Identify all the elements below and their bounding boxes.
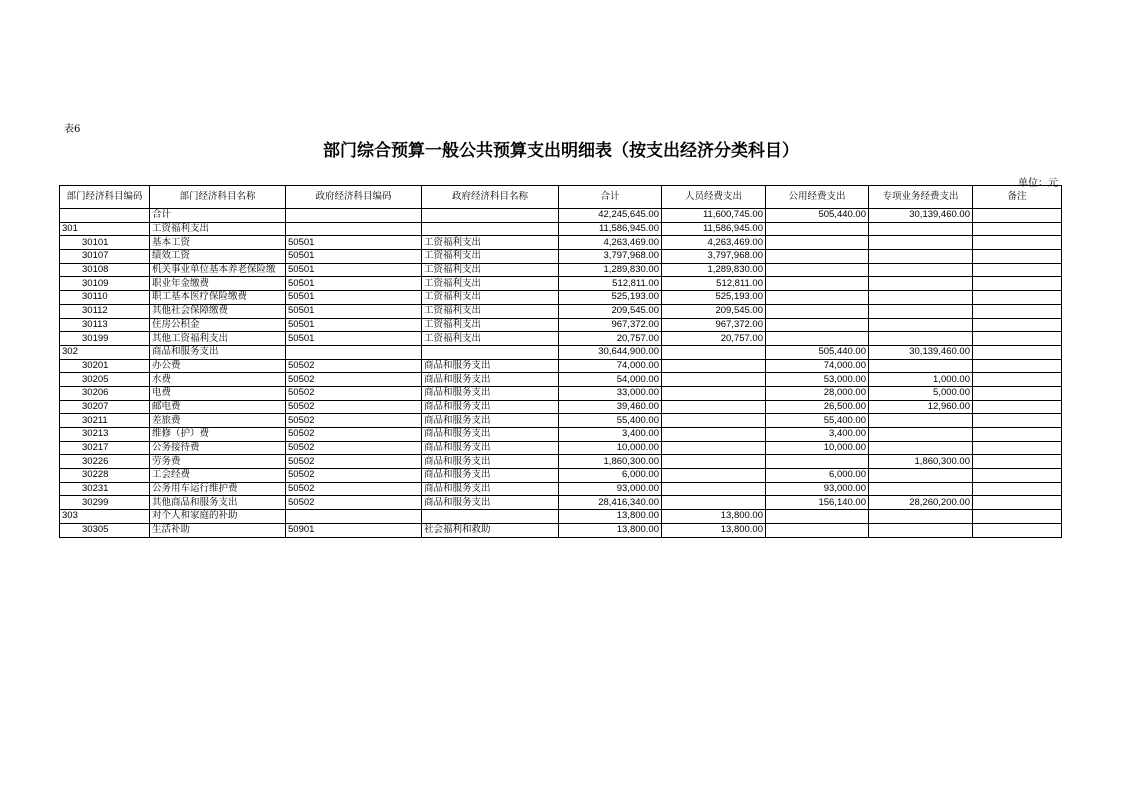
gov-code-cell: 50502 [286, 373, 422, 387]
table-number-label: 表6 [64, 124, 81, 135]
public-cell: 6,000.00 [766, 469, 869, 483]
note-cell [973, 291, 1062, 305]
dept-code-cell: 30226 [60, 455, 150, 469]
gov-code-cell: 50502 [286, 400, 422, 414]
note-cell [973, 469, 1062, 483]
gov-code-cell [286, 345, 422, 359]
dept-code-cell: 30109 [60, 277, 150, 291]
column-header: 政府经济科目名称 [422, 186, 559, 209]
table-row [60, 441, 1062, 455]
dept-name-cell: 生活补助 [150, 523, 286, 537]
dept-name-cell: 邮电费 [150, 400, 286, 414]
total-cell: 54,000.00 [559, 373, 662, 387]
dept-name-cell: 职工基本医疗保险缴费 [150, 291, 286, 305]
dept-name-cell: 住房公积金 [150, 318, 286, 332]
special-cell [869, 236, 973, 250]
dept-name-cell: 维修（护）费 [150, 428, 286, 442]
personnel-cell: 11,586,945.00 [662, 222, 766, 236]
special-cell [869, 414, 973, 428]
gov-code-cell: 50502 [286, 414, 422, 428]
column-header: 专项业务经费支出 [869, 186, 973, 209]
gov-name-cell: 商品和服务支出 [422, 359, 559, 373]
total-cell: 13,800.00 [559, 510, 662, 524]
special-cell: 1,860,300.00 [869, 455, 973, 469]
gov-code-cell: 50502 [286, 482, 422, 496]
gov-code-cell [286, 510, 422, 524]
note-cell [973, 428, 1062, 442]
dept-name-cell: 差旅费 [150, 414, 286, 428]
table-row [60, 414, 1062, 428]
total-cell: 1,860,300.00 [559, 455, 662, 469]
public-cell [766, 250, 869, 264]
public-cell [766, 236, 869, 250]
special-cell: 28,260,200.00 [869, 496, 973, 510]
total-cell: 3,400.00 [559, 428, 662, 442]
column-header: 政府经济科目编码 [286, 186, 422, 209]
gov-code-cell: 50501 [286, 304, 422, 318]
public-cell: 28,000.00 [766, 386, 869, 400]
table-row [60, 482, 1062, 496]
gov-code-cell: 50502 [286, 428, 422, 442]
personnel-cell: 13,800.00 [662, 523, 766, 537]
special-cell [869, 332, 973, 346]
column-header: 公用经费支出 [766, 186, 869, 209]
gov-name-cell: 商品和服务支出 [422, 400, 559, 414]
special-cell [869, 250, 973, 264]
column-header: 合计 [559, 186, 662, 209]
dept-code-cell: 30108 [60, 263, 150, 277]
personnel-cell [662, 414, 766, 428]
gov-code-cell: 50501 [286, 318, 422, 332]
page-title: 部门综合预算一般公共预算支出明细表（按支出经济分类科目） [323, 141, 799, 161]
public-cell [766, 332, 869, 346]
table-row [60, 386, 1062, 400]
dept-code-cell: 30228 [60, 469, 150, 483]
public-cell [766, 222, 869, 236]
note-cell [973, 345, 1062, 359]
note-cell [973, 482, 1062, 496]
dept-name-cell: 公务用车运行维护费 [150, 482, 286, 496]
personnel-cell [662, 482, 766, 496]
public-cell: 53,000.00 [766, 373, 869, 387]
gov-name-cell: 工资福利支出 [422, 263, 559, 277]
column-header: 人员经费支出 [662, 186, 766, 209]
personnel-cell [662, 386, 766, 400]
table-row [60, 222, 1062, 236]
dept-name-cell: 合计 [150, 209, 286, 223]
gov-name-cell: 工资福利支出 [422, 277, 559, 291]
dept-name-cell: 基本工资 [150, 236, 286, 250]
note-cell [973, 414, 1062, 428]
table-row [60, 373, 1062, 387]
dept-code-cell: 301 [60, 222, 150, 236]
dept-code-cell: 30201 [60, 359, 150, 373]
dept-code-cell: 30211 [60, 414, 150, 428]
dept-name-cell: 劳务费 [150, 455, 286, 469]
personnel-cell [662, 455, 766, 469]
special-cell: 1,000.00 [869, 373, 973, 387]
note-cell [973, 359, 1062, 373]
public-cell [766, 510, 869, 524]
column-header: 备注 [973, 186, 1062, 209]
gov-code-cell: 50501 [286, 250, 422, 264]
note-cell [973, 496, 1062, 510]
gov-name-cell: 社会福利和救助 [422, 523, 559, 537]
total-cell: 74,000.00 [559, 359, 662, 373]
public-cell [766, 291, 869, 305]
special-cell [869, 277, 973, 291]
special-cell [869, 222, 973, 236]
dept-code-cell: 30107 [60, 250, 150, 264]
gov-name-cell: 商品和服务支出 [422, 496, 559, 510]
total-cell: 209,545.00 [559, 304, 662, 318]
column-header: 部门经济科目编码 [60, 186, 150, 209]
dept-name-cell: 对个人和家庭的补助 [150, 510, 286, 524]
total-cell: 6,000.00 [559, 469, 662, 483]
gov-name-cell: 商品和服务支出 [422, 428, 559, 442]
note-cell [973, 209, 1062, 223]
dept-name-cell: 绩效工资 [150, 250, 286, 264]
personnel-cell [662, 359, 766, 373]
gov-name-cell: 商品和服务支出 [422, 455, 559, 469]
personnel-cell [662, 400, 766, 414]
gov-code-cell: 50501 [286, 263, 422, 277]
personnel-cell: 3,797,968.00 [662, 250, 766, 264]
public-cell [766, 455, 869, 469]
gov-name-cell: 工资福利支出 [422, 291, 559, 305]
dept-code-cell: 30231 [60, 482, 150, 496]
dept-name-cell: 电费 [150, 386, 286, 400]
note-cell [973, 318, 1062, 332]
dept-name-cell: 公务接待费 [150, 441, 286, 455]
gov-code-cell: 50501 [286, 277, 422, 291]
note-cell [973, 523, 1062, 537]
personnel-cell: 525,193.00 [662, 291, 766, 305]
table-body [60, 209, 1062, 538]
table-row [60, 263, 1062, 277]
expenditure-detail-table [59, 185, 1062, 538]
total-cell: 512,811.00 [559, 277, 662, 291]
gov-code-cell: 50501 [286, 236, 422, 250]
gov-name-cell [422, 345, 559, 359]
personnel-cell [662, 428, 766, 442]
public-cell [766, 304, 869, 318]
gov-name-cell [422, 510, 559, 524]
public-cell: 10,000.00 [766, 441, 869, 455]
dept-name-cell: 商品和服务支出 [150, 345, 286, 359]
personnel-cell: 4,263,469.00 [662, 236, 766, 250]
special-cell [869, 441, 973, 455]
column-header: 部门经济科目名称 [150, 186, 286, 209]
total-cell: 4,263,469.00 [559, 236, 662, 250]
dept-code-cell: 30206 [60, 386, 150, 400]
total-cell: 11,586,945.00 [559, 222, 662, 236]
total-cell: 93,000.00 [559, 482, 662, 496]
dept-code-cell: 30299 [60, 496, 150, 510]
gov-name-cell: 工资福利支出 [422, 236, 559, 250]
dept-name-cell: 工会经费 [150, 469, 286, 483]
special-cell [869, 304, 973, 318]
table-row [60, 291, 1062, 305]
note-cell [973, 332, 1062, 346]
note-cell [973, 455, 1062, 469]
note-cell [973, 236, 1062, 250]
dept-code-cell: 30213 [60, 428, 150, 442]
public-cell: 156,140.00 [766, 496, 869, 510]
note-cell [973, 441, 1062, 455]
gov-code-cell: 50502 [286, 359, 422, 373]
special-cell [869, 291, 973, 305]
table-row [60, 250, 1062, 264]
gov-code-cell: 50502 [286, 386, 422, 400]
table-row [60, 236, 1062, 250]
personnel-cell: 20,757.00 [662, 332, 766, 346]
dept-code-cell: 30217 [60, 441, 150, 455]
gov-code-cell: 50502 [286, 469, 422, 483]
dept-name-cell: 工资福利支出 [150, 222, 286, 236]
special-cell [869, 359, 973, 373]
public-cell: 3,400.00 [766, 428, 869, 442]
table-row [60, 345, 1062, 359]
dept-code-cell: 302 [60, 345, 150, 359]
table-row [60, 209, 1062, 223]
public-cell: 55,400.00 [766, 414, 869, 428]
total-cell: 10,000.00 [559, 441, 662, 455]
gov-name-cell: 工资福利支出 [422, 318, 559, 332]
total-cell: 39,460.00 [559, 400, 662, 414]
gov-name-cell: 商品和服务支出 [422, 469, 559, 483]
gov-code-cell [286, 209, 422, 223]
personnel-cell: 1,289,830.00 [662, 263, 766, 277]
personnel-cell: 11,600,745.00 [662, 209, 766, 223]
gov-name-cell: 商品和服务支出 [422, 441, 559, 455]
gov-name-cell: 商品和服务支出 [422, 414, 559, 428]
note-cell [973, 263, 1062, 277]
note-cell [973, 400, 1062, 414]
table-row [60, 277, 1062, 291]
gov-code-cell: 50901 [286, 523, 422, 537]
personnel-cell: 512,811.00 [662, 277, 766, 291]
personnel-cell: 13,800.00 [662, 510, 766, 524]
note-cell [973, 222, 1062, 236]
personnel-cell [662, 441, 766, 455]
gov-code-cell: 50501 [286, 291, 422, 305]
dept-code-cell: 30110 [60, 291, 150, 305]
public-cell: 26,500.00 [766, 400, 869, 414]
personnel-cell [662, 345, 766, 359]
note-cell [973, 373, 1062, 387]
total-cell: 3,797,968.00 [559, 250, 662, 264]
special-cell: 12,960.00 [869, 400, 973, 414]
gov-code-cell [286, 222, 422, 236]
total-cell: 967,372.00 [559, 318, 662, 332]
table-row [60, 304, 1062, 318]
personnel-cell: 967,372.00 [662, 318, 766, 332]
personnel-cell: 209,545.00 [662, 304, 766, 318]
table-row [60, 428, 1062, 442]
personnel-cell [662, 373, 766, 387]
gov-name-cell: 工资福利支出 [422, 304, 559, 318]
dept-code-cell: 30207 [60, 400, 150, 414]
dept-code-cell: 30113 [60, 318, 150, 332]
dept-name-cell: 其他社会保障缴费 [150, 304, 286, 318]
personnel-cell [662, 496, 766, 510]
special-cell [869, 482, 973, 496]
public-cell [766, 318, 869, 332]
gov-name-cell: 商品和服务支出 [422, 386, 559, 400]
public-cell [766, 263, 869, 277]
table-row [60, 523, 1062, 537]
dept-code-cell: 30199 [60, 332, 150, 346]
dept-code-cell: 30101 [60, 236, 150, 250]
unit-label: 单位：元 [1018, 178, 1058, 189]
table-row [60, 510, 1062, 524]
gov-code-cell: 50501 [286, 332, 422, 346]
table-row [60, 469, 1062, 483]
public-cell [766, 277, 869, 291]
note-cell [973, 510, 1062, 524]
dept-name-cell: 机关事业单位基本养老保险缴 [150, 263, 286, 277]
dept-code-cell: 30205 [60, 373, 150, 387]
total-cell: 1,289,830.00 [559, 263, 662, 277]
gov-name-cell [422, 222, 559, 236]
dept-code-cell: 30305 [60, 523, 150, 537]
public-cell: 93,000.00 [766, 482, 869, 496]
gov-code-cell: 50502 [286, 441, 422, 455]
note-cell [973, 250, 1062, 264]
table-row [60, 455, 1062, 469]
gov-name-cell [422, 209, 559, 223]
gov-code-cell: 50502 [286, 455, 422, 469]
special-cell [869, 263, 973, 277]
note-cell [973, 304, 1062, 318]
table-row [60, 359, 1062, 373]
dept-code-cell [60, 209, 150, 223]
public-cell: 505,440.00 [766, 345, 869, 359]
special-cell: 30,139,460.00 [869, 345, 973, 359]
table-row [60, 332, 1062, 346]
personnel-cell [662, 469, 766, 483]
public-cell [766, 523, 869, 537]
total-cell: 42,245,645.00 [559, 209, 662, 223]
total-cell: 20,757.00 [559, 332, 662, 346]
special-cell [869, 510, 973, 524]
note-cell [973, 386, 1062, 400]
special-cell [869, 523, 973, 537]
dept-name-cell: 办公费 [150, 359, 286, 373]
special-cell: 5,000.00 [869, 386, 973, 400]
special-cell: 30,139,460.00 [869, 209, 973, 223]
dept-code-cell: 30112 [60, 304, 150, 318]
gov-name-cell: 工资福利支出 [422, 332, 559, 346]
public-cell: 505,440.00 [766, 209, 869, 223]
table-header-row [60, 186, 1062, 209]
note-cell [973, 277, 1062, 291]
total-cell: 55,400.00 [559, 414, 662, 428]
special-cell [869, 318, 973, 332]
gov-name-cell: 工资福利支出 [422, 250, 559, 264]
special-cell [869, 469, 973, 483]
dept-code-cell: 303 [60, 510, 150, 524]
total-cell: 28,416,340.00 [559, 496, 662, 510]
gov-name-cell: 商品和服务支出 [422, 482, 559, 496]
total-cell: 13,800.00 [559, 523, 662, 537]
gov-name-cell: 商品和服务支出 [422, 373, 559, 387]
total-cell: 30,644,900.00 [559, 345, 662, 359]
public-cell: 74,000.00 [766, 359, 869, 373]
dept-name-cell: 职业年金缴费 [150, 277, 286, 291]
table-row [60, 400, 1062, 414]
dept-name-cell: 其他工资福利支出 [150, 332, 286, 346]
dept-name-cell: 水费 [150, 373, 286, 387]
total-cell: 33,000.00 [559, 386, 662, 400]
dept-name-cell: 其他商品和服务支出 [150, 496, 286, 510]
special-cell [869, 428, 973, 442]
gov-code-cell: 50502 [286, 496, 422, 510]
table-row [60, 318, 1062, 332]
total-cell: 525,193.00 [559, 291, 662, 305]
table-row [60, 496, 1062, 510]
